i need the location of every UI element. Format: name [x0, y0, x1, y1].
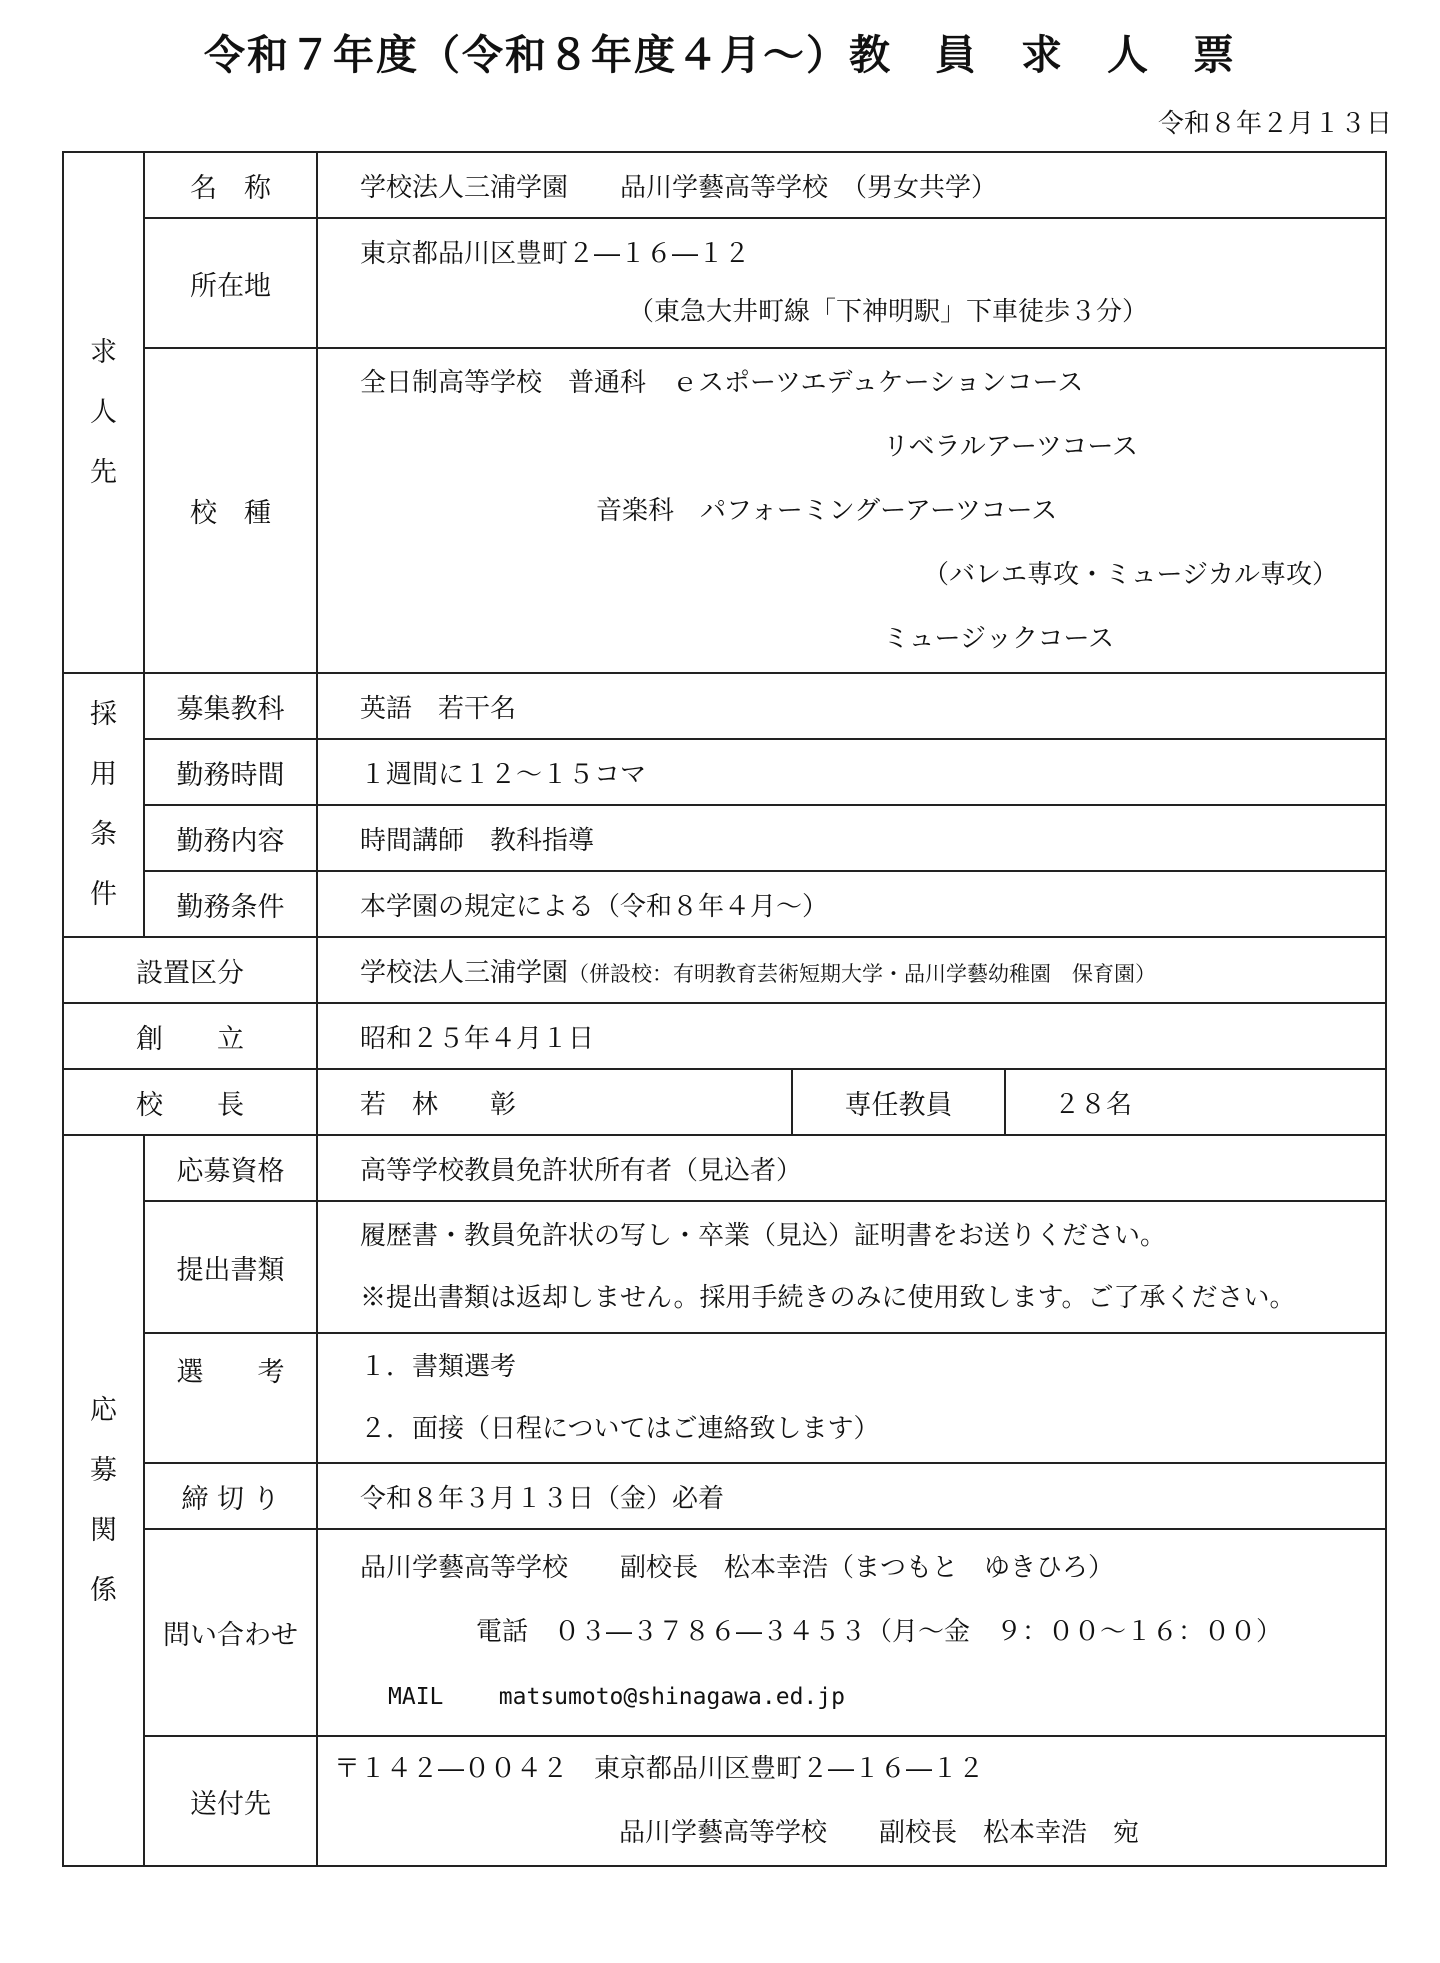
label-duties: 勤務内容: [144, 805, 317, 871]
inquiry-phone: 電話 ０３―３７８６―３４５３（月～金 ９：００～１６：００）: [476, 1617, 1283, 1647]
send-to-line-1: 〒１４２―００４２ 東京都品川区豊町２―１６―１２: [334, 1754, 985, 1784]
selection-line-2: ２．面接（日程についてはご連絡致します）: [360, 1414, 880, 1444]
mail-address[interactable]: matsumoto@shinagawa.ed.jp: [498, 1684, 845, 1710]
location-line-1: 東京都品川区豊町２―１６―１２: [360, 239, 751, 269]
label-location: 所在地: [144, 218, 317, 348]
send-to-line-2: 品川学藝高等学校 副校長 松本幸浩 宛: [619, 1818, 1140, 1848]
label-documents: 提出書類: [144, 1201, 317, 1333]
group-char: 応: [90, 1394, 117, 1426]
label-deadline: 締 切 り: [144, 1463, 317, 1529]
row-deadline: [63, 1463, 1386, 1529]
establishment-value: 学校法人三浦学園: [360, 957, 569, 988]
row-qualification: [63, 1135, 1386, 1201]
group-char: 求: [90, 336, 117, 368]
issue-date: 令和８年２月１３日: [1157, 109, 1392, 139]
school-type-line-3: 音楽科 パフォーミングーアーツコース: [596, 495, 1058, 526]
row-founded: [63, 1003, 1386, 1069]
value-selection: [317, 1333, 1386, 1463]
value-location: [317, 218, 1386, 348]
mail-label: MAIL: [388, 1684, 444, 1710]
value-staff: ２８名: [1005, 1069, 1386, 1135]
value-name: 学校法人三浦学園 品川学藝高等学校 （男女共学）: [317, 152, 1386, 218]
group-char: 係: [90, 1574, 117, 1606]
label-conditions: 勤務条件: [144, 871, 317, 937]
label-principal: 校 長: [63, 1069, 317, 1135]
group-obo-kankei: [63, 1135, 144, 1866]
page-title: 令和７年度（令和８年度４月～）教 員 求 人 票: [204, 31, 1236, 79]
row-inquiry: [63, 1529, 1386, 1736]
row-selection: [63, 1333, 1386, 1463]
value-establishment: [317, 937, 1386, 1003]
group-char: 募: [90, 1454, 117, 1486]
documents-line-1: 履歴書・教員免許状の写し・卒業（見込）証明書をお送りください。: [360, 1221, 1167, 1251]
inquiry-line-1: 品川学藝高等学校 副校長 松本幸浩（まつもと ゆきひろ）: [360, 1553, 1115, 1583]
label-founded: 創 立: [63, 1003, 317, 1069]
school-type-line-5: ミュージックコース: [883, 623, 1115, 654]
establishment-note: （併設校：有明教育芸術短期大学・品川学藝幼稚園 保育園）: [568, 961, 1157, 986]
label-school-type: 校 種: [144, 348, 317, 673]
value-founded: 昭和２５年４月１日: [317, 1003, 1386, 1069]
label-selection: 選 考: [144, 1333, 317, 1463]
group-char: 件: [90, 879, 117, 910]
row-documents: [63, 1201, 1386, 1333]
label-inquiry: 問い合わせ: [144, 1529, 317, 1736]
value-conditions: 本学園の規定による（令和８年４月～）: [317, 871, 1386, 937]
value-deadline: 令和８年３月１３日（金）必着: [317, 1463, 1386, 1529]
group-char: 人: [90, 396, 117, 428]
row-hours: [63, 739, 1386, 805]
label-hours: 勤務時間: [144, 739, 317, 805]
job-posting-table: [62, 151, 1387, 1867]
value-documents: [317, 1201, 1386, 1333]
label-staff: 専任教員: [792, 1069, 1005, 1135]
group-char: 採: [90, 699, 117, 730]
label-establishment: 設置区分: [63, 937, 317, 1003]
row-principal: [63, 1069, 1386, 1135]
group-saiyo-joken: [63, 673, 144, 937]
label-subject: 募集教科: [144, 673, 317, 739]
value-inquiry: [317, 1529, 1386, 1736]
row-name: [63, 152, 1386, 218]
school-type-line-2: リベラルアーツコース: [883, 431, 1139, 462]
group-char: 用: [90, 759, 117, 790]
documents-line-2: ※提出書類は返却しません。採用手続きのみに使用致します。ご了承ください。: [360, 1283, 1296, 1313]
school-type-line-4: （バレエ専攻・ミュージカル専攻）: [923, 559, 1338, 590]
selection-line-1: １．書類選考: [360, 1352, 517, 1382]
value-subject: 英語 若干名: [317, 673, 1386, 739]
value-school-type: [317, 348, 1386, 673]
row-conditions: [63, 871, 1386, 937]
value-principal: 若 林 彰: [317, 1069, 792, 1135]
value-qualification: 高等学校教員免許状所有者（見込者）: [317, 1135, 1386, 1201]
value-send-to: [317, 1736, 1386, 1866]
row-duties: [63, 805, 1386, 871]
label-send-to: 送付先: [144, 1736, 317, 1866]
group-kyujinsaki: [63, 152, 144, 673]
group-char: 関: [90, 1514, 117, 1546]
row-subject: [63, 673, 1386, 739]
row-location: [63, 218, 1386, 348]
inquiry-mail-line: [360, 1664, 1385, 1729]
row-school-type: [63, 348, 1386, 673]
label-qualification: 応募資格: [144, 1135, 317, 1201]
group-char: 条: [90, 819, 117, 850]
row-establishment: [63, 937, 1386, 1003]
value-duties: 時間講師 教科指導: [317, 805, 1386, 871]
location-line-2: （東急大井町線「下神明駅」下車徒歩３分）: [628, 297, 1149, 327]
label-name: 名 称: [144, 152, 317, 218]
value-hours: １週間に１２～１５コマ: [317, 739, 1386, 805]
row-send-to: [63, 1736, 1386, 1866]
group-char: 先: [90, 456, 117, 488]
school-type-line-1: 全日制高等学校 普通科 ｅスポーツエデュケーションコース: [360, 367, 1084, 398]
